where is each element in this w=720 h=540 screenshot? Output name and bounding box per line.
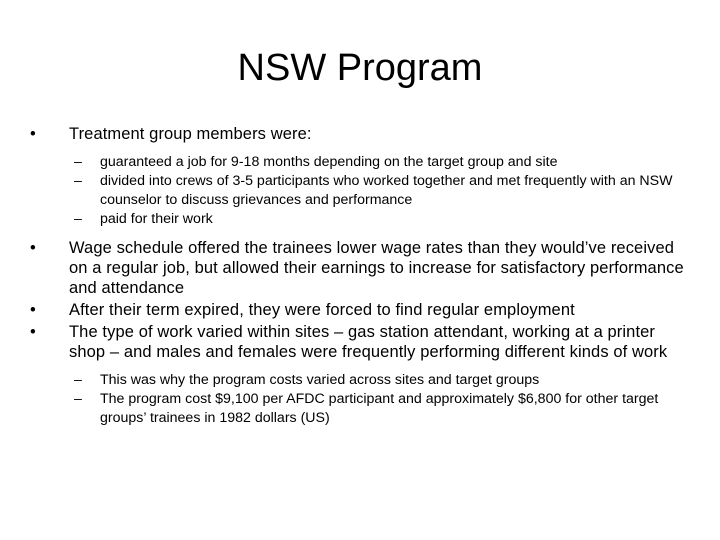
dash-marker: – [74,372,82,388]
slide-title: NSW Program [237,47,483,89]
bullet-list [30,124,690,428]
sub-bullet-item [30,210,690,229]
sub-bullet-text: divided into crews of 3-5 participants who worked together and met frequently with an NSW counselor to discuss grievances and performance [100,173,673,208]
bullet-text: After their term expired, they were forced to find regular employment [69,301,575,319]
bullet-text: Wage schedule offered the trainees lower wage rates than they would’ve received on a regular job, but allowed their earnings to increase for satisfactory performance and attendance [69,239,684,297]
sub-bullet-text: paid for their work [100,211,213,227]
sub-bullet-text: This was why the program costs varied across sites and target groups [100,372,540,388]
sub-bullet-text: The program cost $9,100 per AFDC participant and approximately $6,800 for other target groups’ trainees in 1982 dollars (US) [100,391,659,426]
bullet-item [30,300,690,320]
sub-bullet-item [30,172,690,210]
bullet-text: Treatment group members were: [69,125,312,143]
bullet-marker: • [30,323,36,341]
sub-bullet-text: guaranteed a job for 9-18 months depending on the target group and site [100,154,558,170]
dash-marker: – [74,154,82,170]
bullet-marker: • [30,301,36,319]
bullet-marker: • [30,125,36,143]
sub-bullet-item [30,390,690,428]
bullet-item [30,124,690,144]
dash-marker: – [74,391,82,407]
bullet-item [30,238,690,298]
dash-marker: – [74,211,82,227]
bullet-text: The type of work varied within sites – gas station attendant, working at a printer shop – and males and females were frequently performing different kinds of work [69,323,668,361]
sub-bullet-item [30,371,690,390]
dash-marker: – [74,173,82,189]
sub-bullet-item [30,153,690,172]
bullet-marker: • [30,239,36,257]
bullet-item [30,322,690,362]
